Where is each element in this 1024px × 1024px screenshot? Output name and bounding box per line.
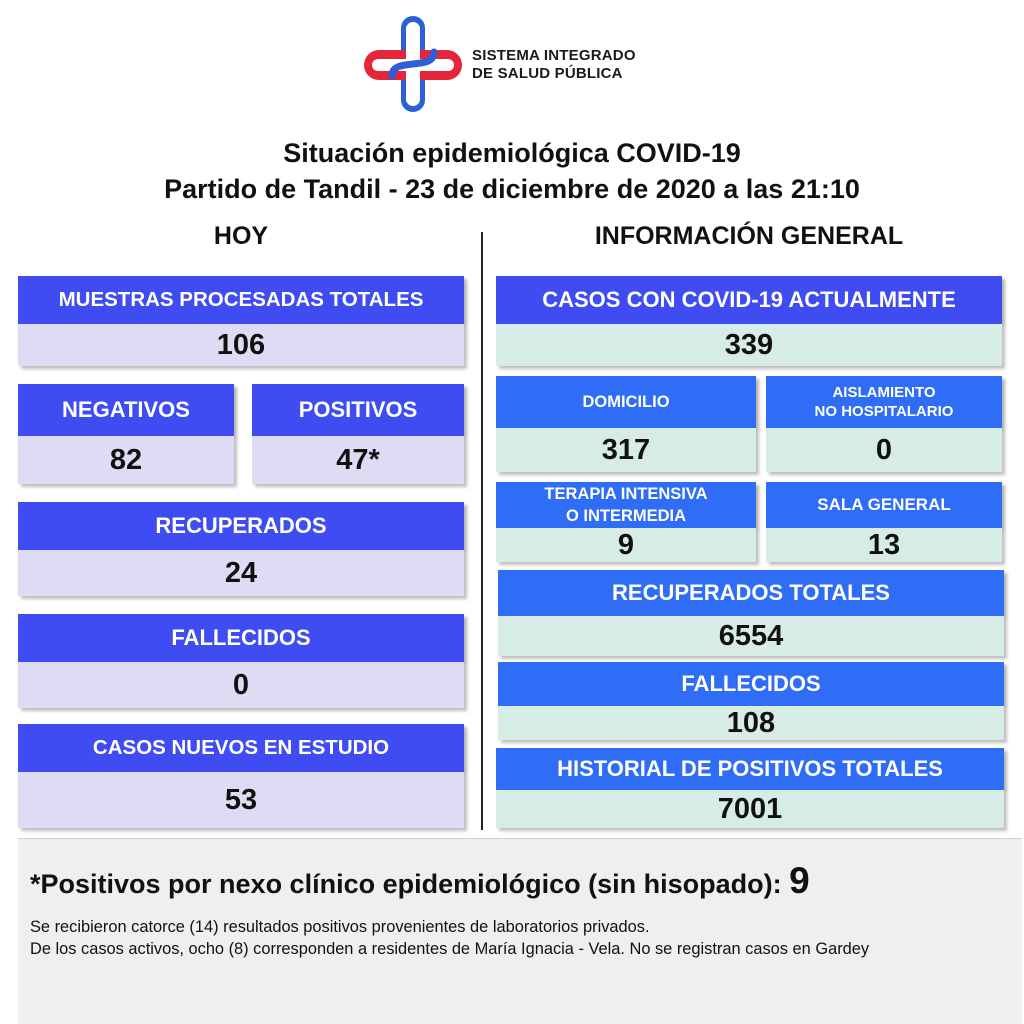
logo-mark-icon — [362, 14, 462, 114]
fallecidos-general-value: 108 — [498, 706, 1004, 740]
sala-value: 13 — [766, 528, 1002, 562]
casos-nuevos-label: CASOS NUEVOS EN ESTUDIO — [18, 724, 464, 772]
recuperados-value: 24 — [18, 550, 464, 596]
historial-label: HISTORIAL DE POSITIVOS TOTALES — [496, 748, 1004, 790]
negativos-label: NEGATIVOS — [18, 384, 234, 436]
positivos-label: POSITIVOS — [252, 384, 464, 436]
report-subtitle: Partido de Tandil - 23 de diciembre de 2020 a las 21:10 — [164, 174, 860, 204]
logo-line-2: DE SALUD PÚBLICA — [472, 65, 623, 82]
recuperados-label: RECUPERADOS — [18, 502, 464, 550]
recuperados-totales-label: RECUPERADOS TOTALES — [498, 570, 1004, 616]
aislamiento-value: 0 — [766, 428, 1002, 472]
footer-note-2: De los casos activos, ocho (8) corresponden a residentes de María Ignacia - Vela. No se registran casos en Gardey — [30, 940, 870, 958]
negativos-value: 82 — [18, 436, 234, 484]
health-system-logo — [362, 14, 462, 114]
report-title: Situación epidemiológica COVID-19 — [283, 138, 741, 168]
logo-text — [472, 47, 636, 83]
recuperados-totales-value: 6554 — [498, 616, 1004, 656]
terapia-value: 9 — [496, 528, 756, 562]
logo-line-1: SISTEMA INTEGRADO — [472, 47, 636, 64]
fallecidos-today-value: 0 — [18, 662, 464, 708]
footer-note-1: Se recibieron catorce (14) resultados positivos provenientes de laboratorios privados. — [30, 918, 650, 936]
general-heading: INFORMACIÓN GENERAL — [594, 222, 904, 250]
column-divider — [481, 232, 483, 830]
sala-label: SALA GENERAL — [766, 482, 1002, 528]
nexo-clinico-line — [30, 860, 810, 902]
footer-notes — [30, 916, 1012, 960]
positivos-value: 47* — [252, 436, 464, 484]
aislamiento-label-line-1: AISLAMIENTO — [832, 384, 936, 401]
actuales-label: CASOS CON COVID-19 ACTUALMENTE — [496, 276, 1002, 324]
terapia-label — [496, 482, 756, 528]
casos-nuevos-value: 53 — [18, 772, 464, 828]
actuales-value: 339 — [496, 324, 1002, 366]
today-heading: HOY — [213, 222, 269, 250]
terapia-label-line-1: TERAPIA INTENSIVA — [544, 485, 708, 503]
muestras-value: 106 — [18, 324, 464, 366]
nexo-clinico-label: *Positivos por nexo clínico epidemiológico (sin hisopado): — [30, 869, 782, 899]
historial-value: 7001 — [496, 790, 1004, 828]
terapia-label-line-2: O INTERMEDIA — [565, 507, 687, 525]
fallecidos-general-label: FALLECIDOS — [498, 662, 1004, 706]
fallecidos-today-label: FALLECIDOS — [18, 614, 464, 662]
aislamiento-label — [766, 376, 1002, 428]
domicilio-value: 317 — [496, 428, 756, 472]
muestras-label: MUESTRAS PROCESADAS TOTALES — [18, 276, 464, 324]
aislamiento-label-line-2: NO HOSPITALARIO — [814, 403, 954, 420]
nexo-clinico-value: 9 — [789, 860, 810, 901]
domicilio-label: DOMICILIO — [496, 376, 756, 428]
